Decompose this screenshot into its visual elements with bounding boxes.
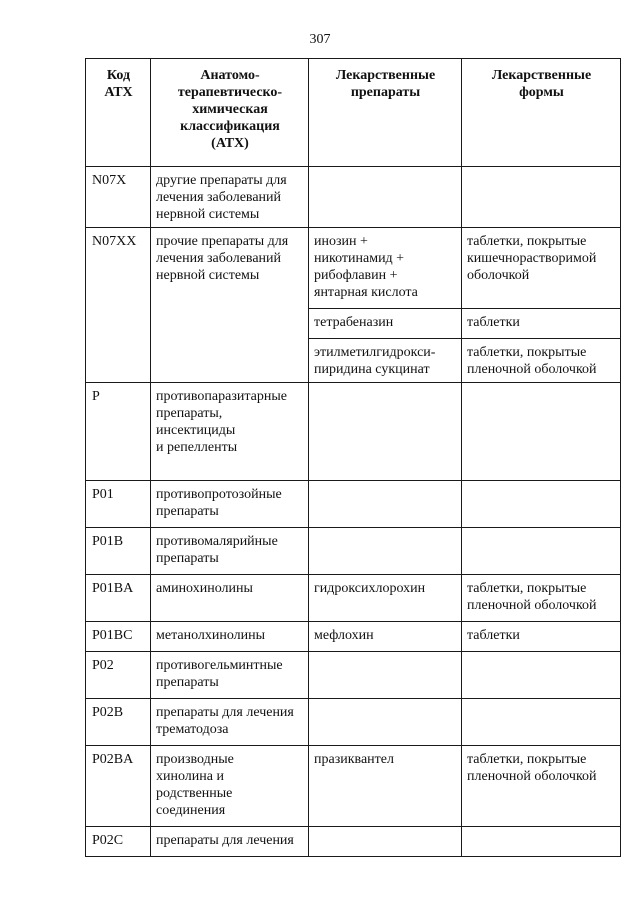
cell-drugs [309,652,462,699]
cell-drugs [309,167,462,228]
cell-code: P01BA [86,575,151,622]
cell-classification: аминохинолины [151,575,309,622]
cell-drugs: этилметилгидрокси- пиридина сукцинат [309,339,462,383]
cell-code: P02 [86,652,151,699]
cell-drugs: гидроксихлорохин [309,575,462,622]
cell-drugs [309,481,462,528]
cell-drugs: празиквантел [309,746,462,827]
cell-drugs: тетрабеназин [309,309,462,339]
table-row [86,528,621,575]
table-row [86,746,621,827]
cell-forms [462,528,621,575]
cell-forms [462,167,621,228]
cell-classification: противомалярийные препараты [151,528,309,575]
page-number: 307 [309,32,331,47]
table-row [86,167,621,228]
cell-code: P [86,383,151,481]
table-row [86,622,621,652]
cell-code: P01BC [86,622,151,652]
table-row [86,652,621,699]
cell-drugs [309,383,462,481]
cell-code: P01 [86,481,151,528]
table-header-row [86,59,621,167]
cell-classification: противогельминтные препараты [151,652,309,699]
cell-forms: таблетки [462,309,621,339]
table-row [86,383,621,481]
cell-forms [462,383,621,481]
cell-forms: таблетки, покрытые кишечнорастворимой оболочкой [462,228,621,309]
cell-classification: препараты для лечения [151,827,309,857]
header-drugs: Лекарственные препараты [309,59,462,167]
cell-classification: прочие препараты для лечения заболеваний нервной системы [151,228,309,383]
cell-code: P02B [86,699,151,746]
cell-classification: метанолхинолины [151,622,309,652]
cell-drugs [309,528,462,575]
cell-forms [462,699,621,746]
header-classification: Анатомо- терапевтическо- химическая классификация (АТХ) [151,59,309,167]
cell-forms [462,481,621,528]
cell-code: N07X [86,167,151,228]
cell-code: P02BA [86,746,151,827]
cell-forms: таблетки, покрытые пленочной оболочкой [462,575,621,622]
cell-classification: противопаразитарные препараты, инсектициды и репелленты [151,383,309,481]
cell-drugs: инозин + никотинамид + рибофлавин + янтарная кислота [309,228,462,309]
table-row [86,699,621,746]
cell-classification: другие препараты для лечения заболеваний нервной системы [151,167,309,228]
cell-code: N07XX [86,228,151,383]
cell-drugs [309,699,462,746]
header-forms: Лекарственные формы [462,59,621,167]
cell-code: P02C [86,827,151,857]
cell-drugs: мефлохин [309,622,462,652]
table-row [86,228,621,309]
cell-code: P01B [86,528,151,575]
table-row [86,827,621,857]
cell-forms: таблетки [462,622,621,652]
table-row [86,575,621,622]
cell-forms: таблетки, покрытые пленочной оболочкой [462,746,621,827]
cell-classification: производные хинолина и родственные соединения [151,746,309,827]
cell-forms [462,827,621,857]
table-row [86,481,621,528]
cell-classification: противопротозойные препараты [151,481,309,528]
header-code: Код АТХ [86,59,151,167]
cell-classification: препараты для лечения трематодоза [151,699,309,746]
cell-forms [462,652,621,699]
cell-drugs [309,827,462,857]
cell-forms: таблетки, покрытые пленочной оболочкой [462,339,621,383]
atx-classification-table [85,58,621,857]
